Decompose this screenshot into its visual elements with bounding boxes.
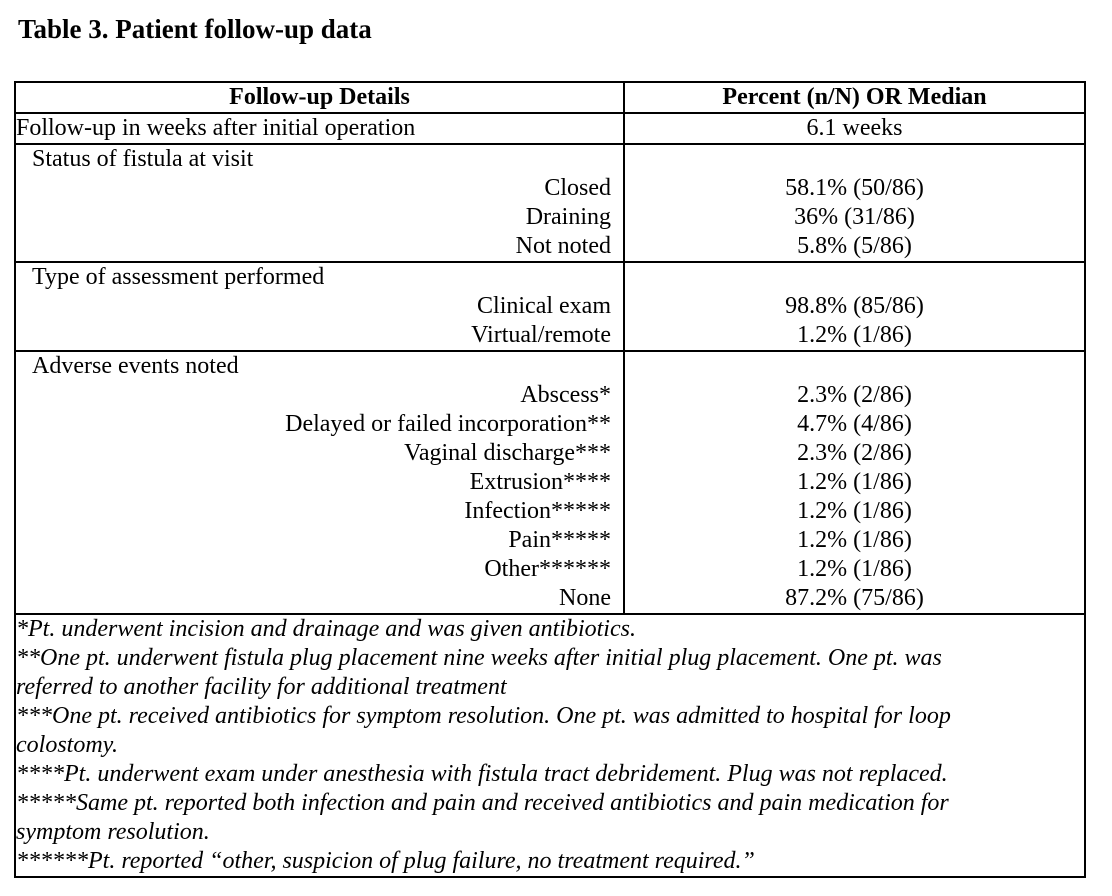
section-values (624, 262, 1085, 351)
section-title: Adverse events noted (32, 353, 239, 379)
section-labels (15, 144, 624, 262)
follow-up-table (14, 81, 1086, 878)
row-label: Clinical exam (477, 293, 611, 319)
row-label: Draining (525, 204, 611, 230)
footnote-line: ******Pt. reported “other, suspicion of plug failure, no treatment required.” (16, 848, 755, 874)
row-label: Pain***** (508, 527, 611, 553)
section-values (624, 351, 1085, 614)
row-label: Extrusion**** (469, 469, 611, 495)
follow-up-weeks-label: Follow-up in weeks after initial operation (15, 113, 624, 144)
row-label: Abscess* (520, 382, 611, 408)
table-footnotes-row (15, 614, 1085, 877)
row-value: 4.7% (4/86) (797, 411, 912, 437)
section-values (624, 144, 1085, 262)
footnote-line: **One pt. underwent fistula plug placement nine weeks after initial plug placement. One pt. was (16, 645, 942, 671)
footnote-line: symptom resolution. (16, 819, 210, 845)
section-labels (15, 262, 624, 351)
header-percent-or-median: Percent (n/N) OR Median (624, 82, 1085, 113)
row-value: 87.2% (75/86) (785, 585, 924, 611)
row-label: Infection***** (464, 498, 611, 524)
row-value: 1.2% (1/86) (797, 498, 912, 524)
follow-up-weeks-value: 6.1 weeks (624, 113, 1085, 144)
row-value: 2.3% (2/86) (797, 382, 912, 408)
section-title: Type of assessment performed (32, 264, 325, 290)
table-row-follow-up-weeks (15, 113, 1085, 144)
table-footnotes (15, 614, 1085, 877)
table-title: Table 3. Patient follow-up data (18, 14, 372, 44)
table-section-fistula-status (15, 144, 1085, 262)
table-header-row (15, 82, 1085, 113)
row-value: 2.3% (2/86) (797, 440, 912, 466)
row-value: 5.8% (5/86) (797, 233, 912, 259)
row-label: Delayed or failed incorporation** (285, 411, 611, 437)
footnote-line: ***One pt. received antibiotics for symptom resolution. One pt. was admitted to hospital for loop (16, 703, 951, 729)
row-value: 1.2% (1/86) (797, 322, 912, 348)
row-label: Virtual/remote (471, 322, 611, 348)
footnote-line: *Pt. underwent incision and drainage and was given antibiotics. (16, 616, 636, 642)
row-label: Not noted (515, 233, 611, 259)
footnote-line: *****Same pt. reported both infection and pain and received antibiotics and pain medication for (16, 790, 949, 816)
header-follow-up-details: Follow-up Details (15, 82, 624, 113)
row-value: 98.8% (85/86) (785, 293, 924, 319)
section-title: Status of fistula at visit (32, 146, 254, 172)
section-labels (15, 351, 624, 614)
footnote-line: colostomy. (16, 732, 118, 758)
footnote-line: ****Pt. underwent exam under anesthesia with fistula tract debridement. Plug was not replaced. (16, 761, 948, 787)
row-value: 1.2% (1/86) (797, 469, 912, 495)
row-label: Closed (544, 175, 611, 201)
row-label: Vaginal discharge*** (404, 440, 611, 466)
row-value: 1.2% (1/86) (797, 527, 912, 553)
table-section-adverse-events (15, 351, 1085, 614)
footnote-line: referred to another facility for additional treatment (16, 674, 507, 700)
table-section-assessment-type (15, 262, 1085, 351)
row-label: Other****** (484, 556, 611, 582)
row-label: None (559, 585, 611, 611)
row-value: 58.1% (50/86) (785, 175, 924, 201)
row-value: 36% (31/86) (794, 204, 915, 230)
row-value: 1.2% (1/86) (797, 556, 912, 582)
